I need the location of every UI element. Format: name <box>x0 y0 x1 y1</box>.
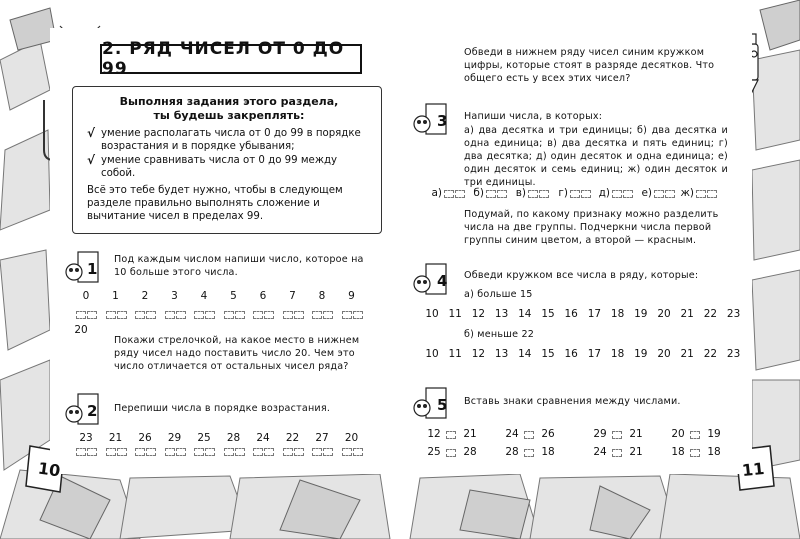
task2-answer-box-right <box>176 448 186 456</box>
task4-b-number: 19 <box>634 348 648 360</box>
task4-b-label: б) меньше 22 <box>464 329 535 340</box>
task5-left-number: 18 <box>671 446 685 458</box>
task1-answer-box-right <box>176 311 186 319</box>
task1-answer-box-left <box>106 311 116 319</box>
task1-answer-box-left <box>194 311 204 319</box>
task3-answer-box-left <box>486 190 496 198</box>
task3-answer-box-left <box>654 190 664 198</box>
task4-b-number: 22 <box>703 348 718 360</box>
task4-b-number: 16 <box>564 348 578 360</box>
task1-answer-box-right <box>205 311 215 319</box>
task3-label: ж) <box>680 187 694 199</box>
task2-number: 23 <box>79 432 93 444</box>
page-number-right: 11 <box>741 458 766 481</box>
task2-answer-box-right <box>264 448 274 456</box>
task4-a-number: 18 <box>610 308 625 320</box>
task3-answer-box-right <box>455 190 465 198</box>
task2-number: 28 <box>226 432 241 444</box>
task4-a-number: 14 <box>518 308 532 320</box>
task5-sign-box <box>612 431 622 439</box>
task3-answer-box-right <box>497 190 507 198</box>
task2-answer-box-left <box>283 448 293 456</box>
task3-label: д) <box>598 187 610 199</box>
task1-number: 5 <box>230 290 237 302</box>
task1-number: 7 <box>289 290 296 302</box>
task2-answer-box-right <box>294 448 304 456</box>
task5-left-number: 24 <box>505 428 519 440</box>
task-number-2: 2 <box>87 402 98 420</box>
task5-right-number: 28 <box>463 446 477 458</box>
task3-answer-box-left <box>696 190 706 198</box>
task1-number: 0 <box>82 290 90 302</box>
task5-left-number: 28 <box>505 446 519 458</box>
task5-right-number: 18 <box>541 446 555 458</box>
right-top-text: Обведи в нижнем ряду чисел синим кружком цифры, которые стоят в разряде десятков. Что общего есть у всех этих чисел? <box>464 47 715 84</box>
task1-answer-box-left <box>135 311 145 319</box>
task1-answer-box-right <box>87 311 97 319</box>
task2-answer-box-right <box>87 448 97 456</box>
task3-label: б) <box>473 187 484 199</box>
task4-a-number: 22 <box>703 308 718 320</box>
task4-b-number: 14 <box>518 348 532 360</box>
task1-answer-box-left <box>312 311 322 319</box>
task5-right-number: 19 <box>707 428 721 440</box>
task4-b-number: 12 <box>471 348 486 360</box>
task-number-1: 1 <box>87 260 98 278</box>
task1-answer-box-right <box>323 311 333 319</box>
task5-left-number: 24 <box>593 446 607 458</box>
task4-a-number: 23 <box>726 308 741 320</box>
task2-answer-box-left <box>312 448 322 456</box>
task3-answer-box-right <box>581 190 591 198</box>
task2-text: Перепиши числа в порядке возрастания. <box>114 403 331 414</box>
task2-answer-box-left <box>194 448 204 456</box>
task5-left-number: 29 <box>593 428 607 440</box>
task3-answer-box-right <box>665 190 675 198</box>
task1-answer-box-right <box>294 311 304 319</box>
intro-item-2: √ умение сравнивать числа от 0 до 99 между собой. <box>87 153 338 179</box>
task3-answer-box-left <box>612 190 622 198</box>
task1-answer-box-right <box>117 311 127 319</box>
check-icon: √ <box>87 126 96 140</box>
task5-left-number: 25 <box>427 446 441 458</box>
task3-label: г) <box>558 187 568 199</box>
task-number-4: 4 <box>437 272 448 290</box>
task4-b-number: 10 <box>425 348 439 360</box>
task3-label: в) <box>515 187 526 199</box>
task1-answer-box-left <box>283 311 293 319</box>
task4-b-number: 21 <box>680 348 694 360</box>
task1-answer-box-left <box>165 311 175 319</box>
task2-answer-box-left <box>76 448 86 456</box>
task2-number: 29 <box>167 432 182 444</box>
task-number-3: 3 <box>437 112 448 130</box>
intro-item-1: √ умение располагать числа от 0 до 99 в порядке возрастания и в порядке убывания; <box>87 126 361 152</box>
task2-answer-box-right <box>146 448 156 456</box>
task4-b-number: 13 <box>494 348 509 360</box>
task1-number: 1 <box>112 290 119 302</box>
task4-b-number: 23 <box>726 348 741 360</box>
task4-a-number: 11 <box>448 308 462 320</box>
task5-right-number: 18 <box>707 446 721 458</box>
task2-answer-box-right <box>235 448 245 456</box>
page-number-left: 10 <box>36 458 62 481</box>
check-icon: √ <box>87 153 96 167</box>
task5-left-number: 12 <box>427 428 441 440</box>
task4-a-number: 12 <box>471 308 486 320</box>
task5-right-number: 21 <box>629 428 643 440</box>
task4-a-number: 13 <box>494 308 509 320</box>
task4-a-number: 21 <box>680 308 694 320</box>
task5-sign-box <box>690 449 700 457</box>
task4-b-number: 17 <box>587 348 602 360</box>
task1-number: 4 <box>200 290 208 302</box>
intro-box <box>72 86 382 234</box>
task2-answer-box-right <box>353 448 363 456</box>
task4-a-number: 10 <box>425 308 439 320</box>
intro-title: Выполняя задания этого раздела, ты будешь закреплять: <box>119 95 339 122</box>
task2-number: 26 <box>138 432 152 444</box>
task1-number: 2 <box>141 290 149 302</box>
task1-answer-box-left <box>76 311 86 319</box>
task2-answer-box-left <box>135 448 145 456</box>
task5-left-number: 20 <box>671 428 685 440</box>
task2-answer-box-right <box>205 448 215 456</box>
task1-answer-box-right <box>353 311 363 319</box>
task4-b-number: 15 <box>541 348 555 360</box>
task1-answer-box-right <box>146 311 156 319</box>
task4-b-number: 18 <box>610 348 625 360</box>
task4-b-number: 20 <box>657 348 671 360</box>
task2-answer-box-left <box>165 448 175 456</box>
task3-label: е) <box>641 187 652 199</box>
task4-text: Обведи кружком все числа в ряду, которые: <box>464 270 699 281</box>
task2-answer-box-left <box>253 448 263 456</box>
section-title: 2. РЯД ЧИСЕЛ ОТ 0 ДО 99 <box>100 44 362 74</box>
task3-options: а) два десятка и три единицы; б) два десятка и одна единица; в) два десятка и пять единиц; г) два десятка; д) один десяток и одна единица; е) один десяток и семь единиц; ж) один десяток и три единицы. <box>464 125 728 188</box>
task3-label: а) <box>431 187 442 199</box>
task2-number: 21 <box>108 432 123 444</box>
task4-a-number: 15 <box>541 308 555 320</box>
task5-sign-box <box>446 431 456 439</box>
task3-answer-box-left <box>570 190 580 198</box>
task1-answer-box-left <box>342 311 352 319</box>
task1-answer-box-right <box>264 311 274 319</box>
task5-sign-box <box>524 431 534 439</box>
task2-answer-box-left <box>106 448 116 456</box>
task5-text: Вставь знаки сравнения между числами. <box>464 396 681 407</box>
task1-text2: Покажи стрелочкой, на какое место в нижнем ряду чисел надо поставить число 20. Чем это число отличается от остальных чисел ряда? <box>114 335 360 372</box>
task2-answer-box-right <box>117 448 127 456</box>
task1-extra-number: 20 <box>74 324 88 336</box>
task2-answer-box-right <box>323 448 333 456</box>
task5-sign-box <box>524 449 534 457</box>
task1-answer-box-left <box>224 311 234 319</box>
task4-a-number: 16 <box>564 308 578 320</box>
task2-number: 25 <box>197 432 211 444</box>
task2-number: 22 <box>285 432 300 444</box>
task3-answer-box-left <box>444 190 454 198</box>
task1-number: 8 <box>318 290 326 302</box>
task2-answer-box-left <box>224 448 234 456</box>
intro-paragraph: Всё это тебе будет нужно, чтобы в следующем разделе правильно выполнять сложение и вычитание чисел в пределах 99. <box>87 185 343 222</box>
task1-number: 9 <box>348 290 355 302</box>
task1-answer-box-left <box>253 311 263 319</box>
task2-number: 24 <box>256 432 270 444</box>
task2-number: 27 <box>315 432 329 444</box>
task5-sign-box <box>612 449 622 457</box>
task5-sign-box <box>446 449 456 457</box>
task4-b-number: 11 <box>448 348 462 360</box>
task1-number: 6 <box>259 290 267 302</box>
task-number-5: 5 <box>437 396 448 414</box>
task2-answer-box-left <box>342 448 352 456</box>
task4-a-number: 19 <box>634 308 648 320</box>
task1-answer-box-right <box>235 311 245 319</box>
task4-a-label: а) больше 15 <box>464 289 533 300</box>
task5-right-number: 21 <box>463 428 477 440</box>
task5-right-number: 26 <box>541 428 555 440</box>
task5-sign-box <box>690 431 700 439</box>
task4-a-number: 17 <box>587 308 602 320</box>
task3-text: Напиши числа, в которых: <box>464 111 603 122</box>
task3-answer-box-left <box>528 190 538 198</box>
task3-answer-box-right <box>539 190 549 198</box>
task4-a-number: 20 <box>657 308 671 320</box>
task5-right-number: 21 <box>629 446 643 458</box>
task1-number: 3 <box>171 290 178 302</box>
task3-answer-box-right <box>623 190 633 198</box>
task3-answer-box-right <box>707 190 717 198</box>
task2-number: 20 <box>344 432 359 444</box>
task3-text2: Подумай, по какому признаку можно разделить числа на две группы. Подчеркни числа первой группы синим цветом, а второй — красным. <box>464 209 719 246</box>
task1-text: Под каждым числом напиши число, которое на 10 больше этого числа. <box>114 254 364 278</box>
